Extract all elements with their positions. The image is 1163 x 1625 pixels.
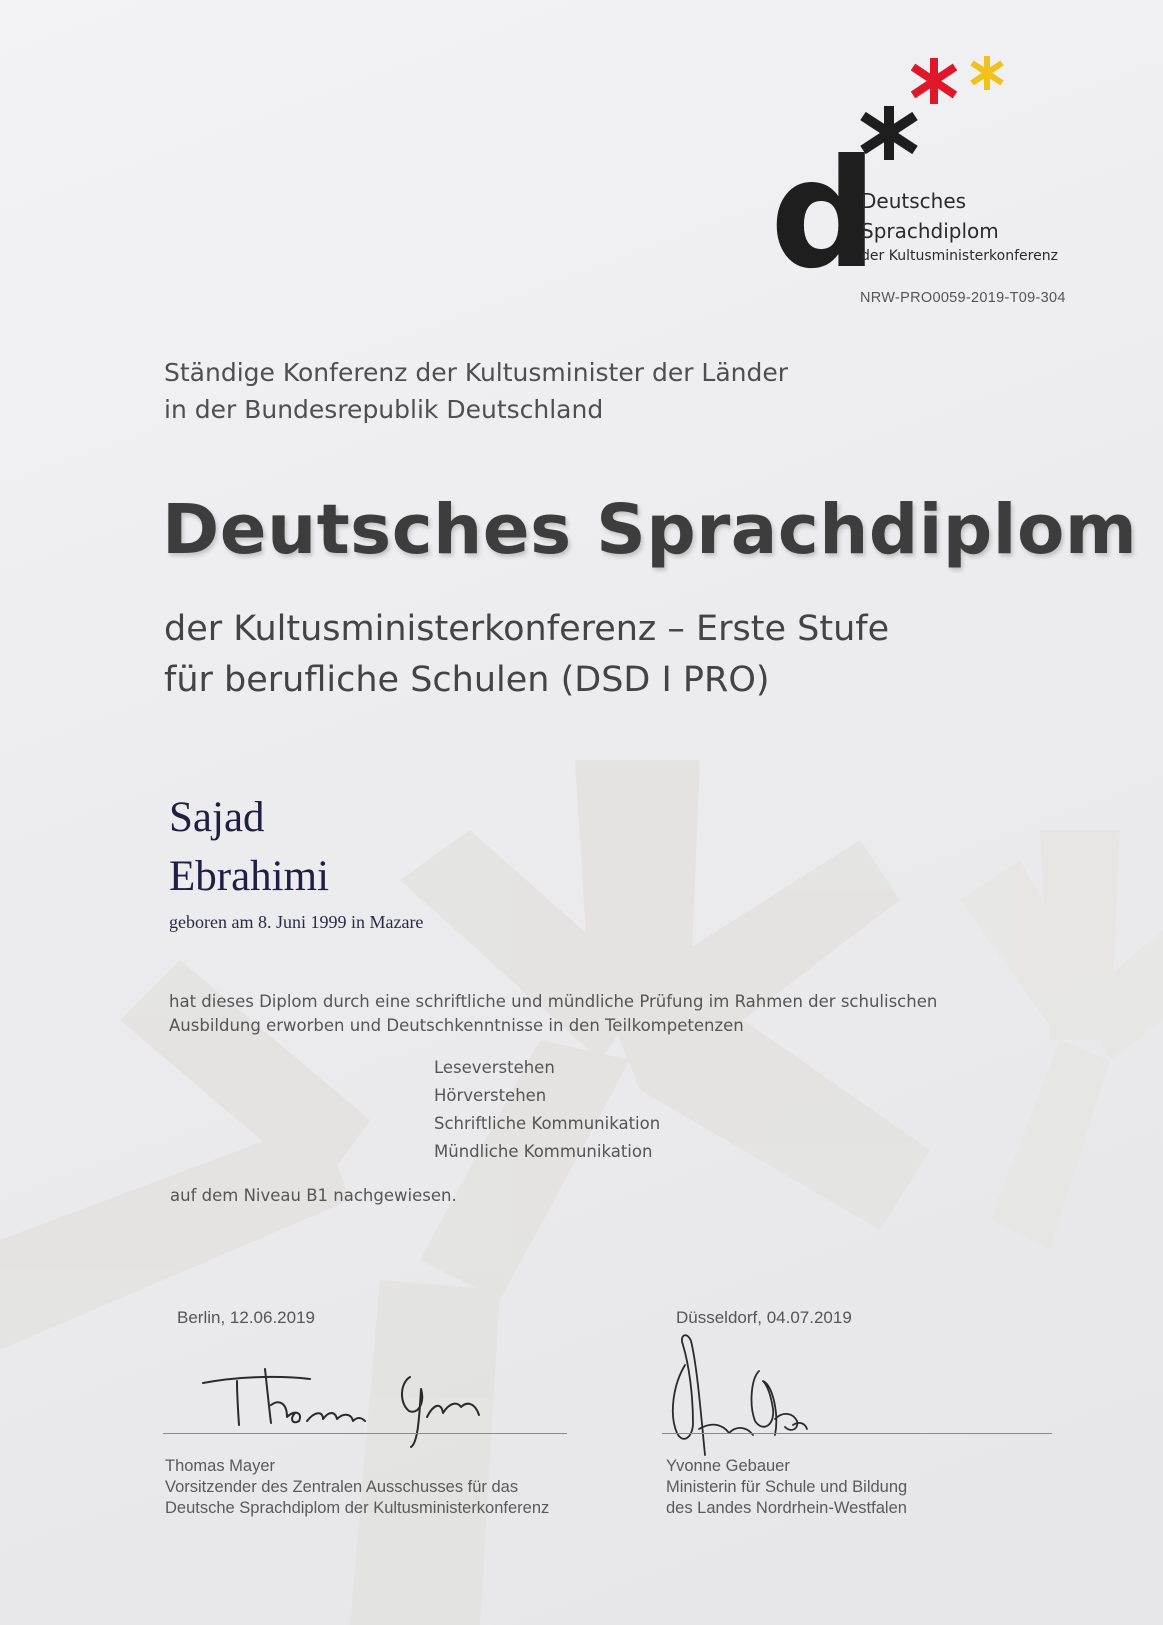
body-line-1: hat dieses Diplom durch eine schriftliche und mündliche Prüfung im Rahmen der schulischen (169, 992, 938, 1011)
competency-item: Leseverstehen (434, 1058, 555, 1077)
level-statement: auf dem Niveau B1 nachgewiesen. (170, 1186, 457, 1205)
issuer-block (164, 354, 788, 428)
signer-role-left-2: Deutsche Sprachdiplom der Kultusministerkonferenz (165, 1499, 550, 1517)
signature-yvonne-gebauer (663, 1325, 813, 1465)
issuer-line-2: in der Bundesrepublik Deutschland (164, 395, 604, 424)
signer-role-right-2: des Landes Nordrhein-Westfalen (666, 1499, 907, 1517)
place-date-left: Berlin, 12.06.2019 (177, 1308, 315, 1327)
place-date-right: Düsseldorf, 04.07.2019 (676, 1308, 852, 1327)
logo-line-3: der Kultusministerkonferenz (861, 248, 1058, 264)
signer-name-left: Thomas Mayer (165, 1457, 276, 1475)
holder-first-name: Sajad (169, 794, 265, 841)
logo-asterisks-icon (832, 48, 1022, 168)
signer-left-block (165, 1456, 549, 1519)
body-paragraph (169, 990, 969, 1038)
issuer-line-1: Ständige Konferenz der Kultusminister der Länder (164, 358, 789, 387)
logo-line-1: Deutsches (861, 189, 967, 213)
signer-right-block (666, 1456, 907, 1519)
subtitle-line-2: für berufliche Schulen (DSD I PRO) (164, 660, 770, 700)
signature-line-left (163, 1433, 567, 1434)
logo-line-2: Sprachdiplom (861, 219, 999, 243)
competency-item: Schriftliche Kommunikation (434, 1114, 661, 1133)
signer-role-right-1: Ministerin für Schule und Bildung (666, 1478, 908, 1496)
signature-line-right (662, 1433, 1052, 1434)
competency-item: Mündliche Kommunikation (434, 1142, 653, 1161)
signer-name-right: Yvonne Gebauer (666, 1457, 790, 1475)
logo-letter-d: d (770, 128, 874, 302)
diploma-subtitle (164, 604, 889, 706)
competency-list (434, 1054, 660, 1166)
competency-item: Hörverstehen (434, 1086, 547, 1105)
subtitle-line-1: der Kultusministerkonferenz – Erste Stufe (164, 609, 890, 649)
holder-last-name: Ebrahimi (169, 853, 330, 900)
signer-role-left-1: Vorsitzender des Zentralen Ausschusses für das (165, 1478, 519, 1496)
logo-wordmark (861, 186, 1058, 266)
holder-birth-info: geboren am 8. Juni 1999 in Mazare (169, 912, 424, 932)
body-line-2: Ausbildung erworben und Deutschkenntnisse in den Teilkompetenzen (169, 1016, 744, 1035)
signature-thomas-mayer (195, 1355, 515, 1450)
document-id: NRW-PRO0059-2019-T09-304 (860, 290, 1066, 306)
diploma-title: Deutsches Sprachdiplom (162, 490, 1138, 570)
